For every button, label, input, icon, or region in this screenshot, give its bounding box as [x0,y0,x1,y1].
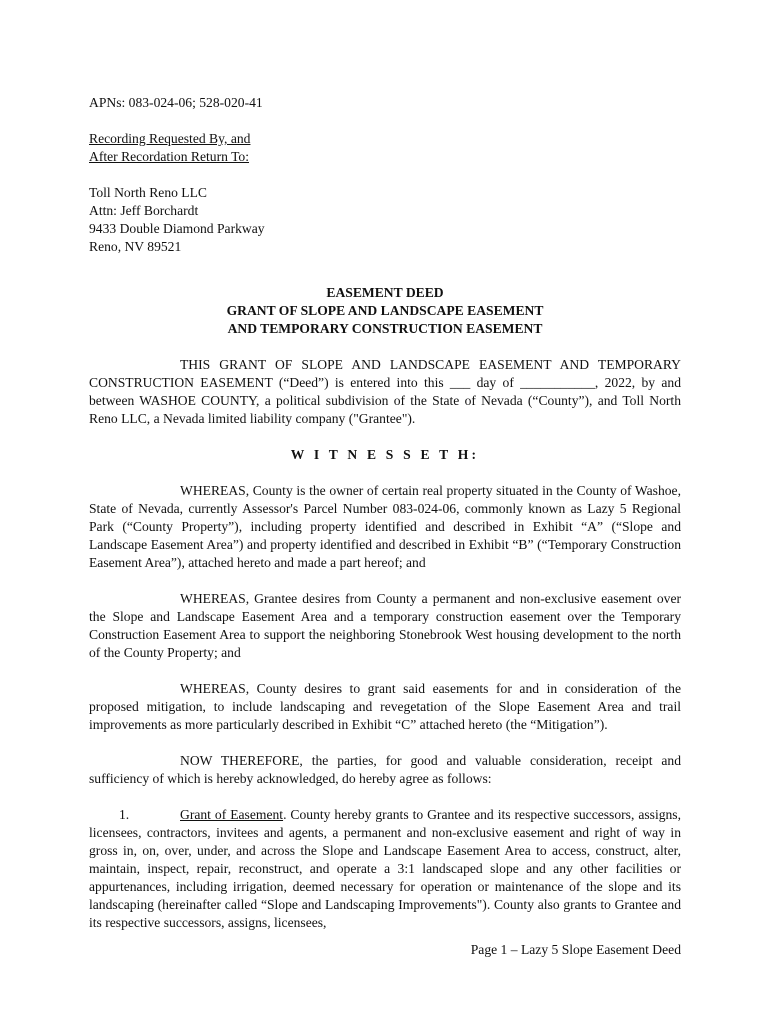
title-line-3: AND TEMPORARY CONSTRUCTION EASEMENT [227,321,543,336]
witnesseth-heading: W I T N E S S E T H: [290,447,480,462]
return-address [89,184,681,256]
section-1-number: 1. [119,807,130,822]
section-1-text: . County hereby grants to Grantee and its respective successors, assigns, licensees, contractors, invitees and agents, a permanent and non-exclusive easement and right of way in gross in, on, over, under, and across the Slope and Landscape Easement Area to access, construct, alter, maintain, inspect, repair, reconstruct, and operate a 3:1 landscaped slope and any other facilities or appurtenances, including irrigation, deemed necessary for operation or maintenance of the slope and its landscaping (hereinafter called “Slope and Landscaping Improvements"). County also grants to Grantee and its respective successors, assigns, licensees, [89,807,681,930]
section-1-heading: Grant of Easement [180,807,284,822]
title-line-1: EASEMENT DEED [326,285,444,300]
recording-requested-line: Recording Requested By, and [89,131,251,146]
document-title [89,284,681,338]
title-line-2: GRANT OF SLOPE AND LANDSCAPE EASEMENT [226,303,544,318]
whereas-paragraph-2: WHEREAS, Grantee desires from County a permanent and non-exclusive easement over the Slope and Landscape Easement Area and a temporary construction easement over the Temporary Construction Easement Area to support the neighboring Stonebrook West housing development to the north of the County Property; and [89,591,681,660]
address-name: Toll North Reno LLC [89,185,207,200]
intro-paragraph: THIS GRANT OF SLOPE AND LANDSCAPE EASEMENT AND TEMPORARY CONSTRUCTION EASEMENT (“Deed”) is entered into this ___ day of ___________, 2022, by and between WASHOE COUNTY, a political subdivision of the State of Nevada (“County”), and Toll North Reno LLC, a Nevada limited liability company ("Grantee"). [89,357,681,426]
section-1-paragraph [89,806,681,932]
whereas-paragraph-1: WHEREAS, County is the owner of certain real property situated in the County of Washoe, State of Nevada, currently Assessor's Parcel Number 083-024-06, commonly known as Lazy 5 Regional Park (“County Property”), including property identified and described in Exhibit “A” (“Slope and Landscape Easement Area”) and property identified and described in Exhibit “B” (“Temporary Construction Easement Area”), attached hereto and made a part hereof; and [89,483,681,570]
after-recordation-line: After Recordation Return To: [89,149,249,164]
address-street: 9433 Double Diamond Parkway [89,221,265,236]
now-therefore-paragraph: NOW THEREFORE, the parties, for good and valuable consideration, receipt and sufficiency of which is hereby acknowledged, do hereby agree as follows: [89,753,681,786]
address-attn: Attn: Jeff Borchardt [89,203,199,218]
whereas-paragraph-3: WHEREAS, County desires to grant said easements for and in consideration of the proposed mitigation, to include landscaping and revegetation of the Slope Easement Area and trail improvements as more particularly described in Exhibit “C” attached hereto (the “Mitigation”). [89,681,681,732]
recording-block [89,130,681,166]
apn-line: APNs: 083-024-06; 528-020-41 [89,95,263,110]
address-city: Reno, NV 89521 [89,239,182,254]
page-footer: Page 1 – Lazy 5 Slope Easement Deed [470,942,681,957]
